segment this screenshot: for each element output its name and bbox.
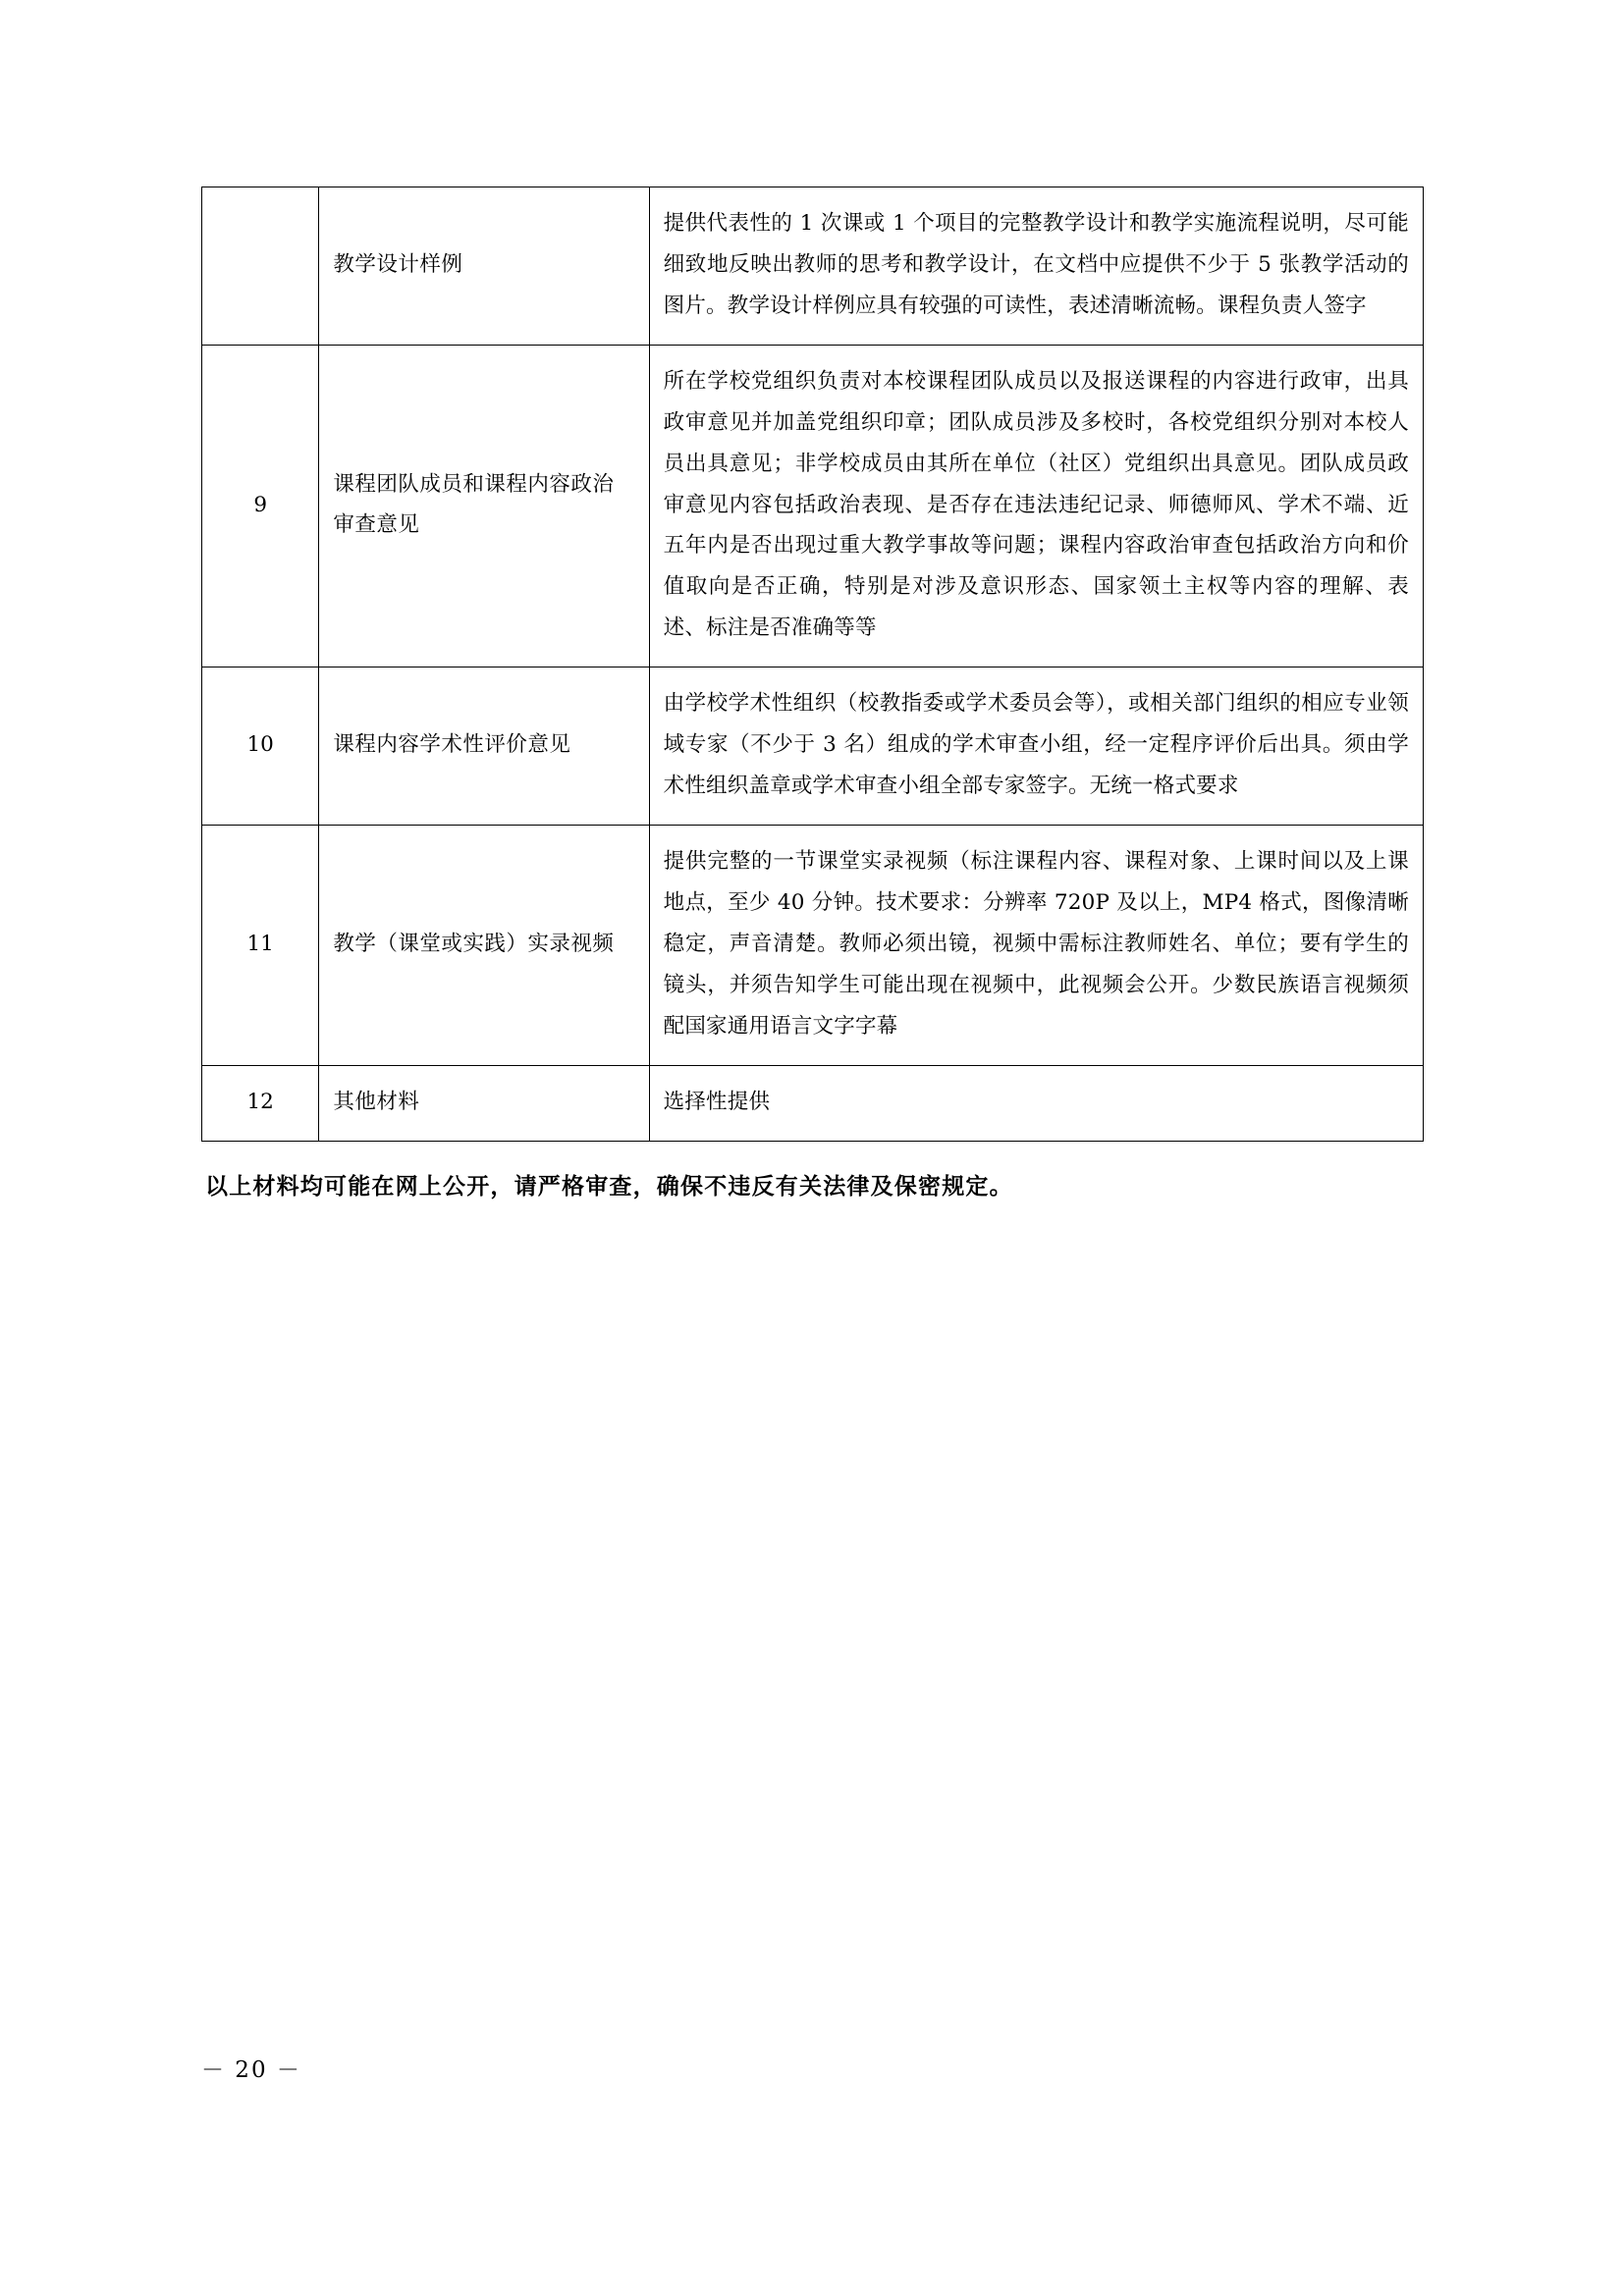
application-materials-table	[201, 187, 1424, 1142]
material-description: 所在学校党组织负责对本校课程团队成员以及报送课程的内容进行政审，出具政审意见并加盖党组织印章；团队成员涉及多校时，各校党组织分别对本校人员出具意见；非学校成员由其所在单位（社区）党组织出具意见。团队成员政审意见内容包括政治表现、是否存在违法违纪记录、师德师风、学术不端、近五年内是否出现过重大教学事故等问题；课程内容政治审查包括政治方向和价值取向是否正确，特别是对涉及意识形态、国家领土主权等内容的理解、表述、标注是否准确等等	[649, 345, 1423, 667]
table-row	[202, 345, 1424, 667]
material-description: 选择性提供	[649, 1065, 1423, 1141]
material-name: 课程团队成员和课程内容政治审查意见	[319, 345, 649, 667]
table-row	[202, 667, 1424, 826]
material-description: 提供完整的一节课堂实录视频（标注课程内容、课程对象、上课时间以及上课地点，至少 40 分钟。技术要求：分辨率 720P 及以上，MP4 格式，图像清晰稳定，声音清楚。教师必须出镜，视频中需标注教师姓名、单位；要有学生的镜头，并须告知学生可能出现在视频中，此视频会公开。少数民族语言视频须配国家通用语言文字字幕	[649, 825, 1423, 1065]
material-description: 提供代表性的 1 次课或 1 个项目的完整教学设计和教学实施流程说明，尽可能细致地反映出教师的思考和教学设计，在文档中应提供不少于 5 张教学活动的图片。教学设计样例应具有较强的可读性，表述清晰流畅。课程负责人签字	[649, 187, 1423, 346]
material-name: 教学设计样例	[319, 187, 649, 346]
row-number: 9	[202, 345, 319, 667]
row-number: 11	[202, 825, 319, 1065]
row-number	[202, 187, 319, 346]
material-name: 课程内容学术性评价意见	[319, 667, 649, 826]
table-row	[202, 187, 1424, 346]
material-name: 教学（课堂或实践）实录视频	[319, 825, 649, 1065]
material-description: 由学校学术性组织（校教指委或学术委员会等），或相关部门组织的相应专业领域专家（不少于 3 名）组成的学术审查小组，经一定程序评价后出具。须由学术性组织盖章或学术审查小组全部专家签字。无统一格式要求	[649, 667, 1423, 826]
table-row	[202, 1065, 1424, 1141]
material-name: 其他材料	[319, 1065, 649, 1141]
table-row	[202, 825, 1424, 1065]
row-number: 12	[202, 1065, 319, 1141]
footer-note: 以上材料均可能在网上公开，请严格审查，确保不违反有关法律及保密规定。	[205, 1172, 1013, 1200]
page-number: － 20 －	[201, 2057, 301, 2083]
row-number: 10	[202, 667, 319, 826]
